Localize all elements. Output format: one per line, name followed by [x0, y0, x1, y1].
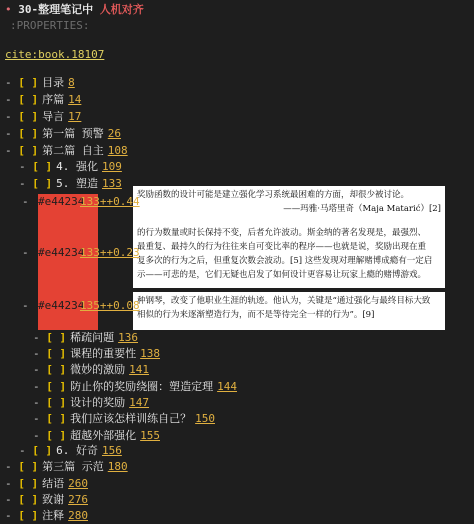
page-ref-link[interactable]: 8	[68, 76, 75, 89]
quote-1-line-2: ——玛雅·马塔里奇（Maja Matarić）[2]	[283, 204, 441, 214]
page-ref-link[interactable]: 180	[107, 460, 128, 473]
list-dash: -	[5, 509, 12, 522]
todo-checkbox[interactable]: [ ]	[46, 363, 67, 376]
todo-checkbox[interactable]: [ ]	[46, 429, 67, 442]
list-dash: -	[22, 246, 29, 259]
highlight-ref-2[interactable]: 133++0.23	[80, 246, 140, 259]
outline-item-tail-1[interactable]	[5, 459, 128, 475]
list-dash: -	[5, 76, 12, 89]
outline-title: 设计的奖励	[70, 396, 126, 409]
todo-checkbox[interactable]: [ ]	[18, 477, 39, 490]
list-dash: -	[5, 110, 12, 123]
outline-item-sub-5[interactable]	[33, 411, 215, 427]
todo-checkbox[interactable]: [ ]	[46, 331, 67, 344]
outline-title: 第三篇 示范	[42, 460, 104, 473]
page-ref-link[interactable]: 155	[140, 429, 160, 442]
outline-title: 结语	[42, 477, 65, 490]
page-ref-link[interactable]: 108	[107, 144, 128, 157]
outline-item-tail-3[interactable]	[5, 492, 88, 508]
page-ref-link[interactable]: 276	[68, 493, 88, 506]
highlight-row-3[interactable]	[22, 298, 29, 314]
todo-checkbox[interactable]: [ ]	[18, 127, 39, 140]
page-ref-link[interactable]: 147	[129, 396, 149, 409]
quote-image-2	[133, 224, 445, 288]
todo-checkbox[interactable]: [ ]	[32, 160, 53, 173]
cite-link[interactable]	[5, 47, 104, 63]
cite-link-text: cite:book.18107	[5, 48, 105, 61]
list-dash: -	[33, 429, 40, 442]
outline-item-xupian[interactable]	[5, 92, 81, 108]
page-ref-link[interactable]: 133	[102, 177, 122, 190]
todo-checkbox[interactable]: [ ]	[18, 460, 39, 473]
list-dash: -	[33, 412, 40, 425]
todo-checkbox[interactable]: [ ]	[46, 396, 67, 409]
list-dash: -	[33, 363, 40, 376]
highlight-row-1[interactable]	[22, 194, 29, 210]
highlight-ref-1[interactable]: 133++0.44	[80, 195, 140, 208]
page-ref-link[interactable]: 17	[68, 110, 82, 123]
properties-drawer[interactable]	[10, 18, 89, 34]
todo-checkbox[interactable]: [ ]	[32, 444, 53, 457]
page-ref-link[interactable]: 280	[68, 509, 88, 522]
page-ref-link[interactable]: 138	[140, 347, 160, 360]
list-dash: -	[22, 299, 29, 312]
outline-item-qianghua[interactable]	[19, 159, 122, 175]
highlight-ref-3[interactable]: 135++0.08	[80, 299, 140, 312]
quote-3-line-2: 相似的行为来逐渐塑造行为，而不是等待完全一样的行为”。[9]	[137, 310, 375, 320]
list-dash: -	[33, 347, 40, 360]
page-ref-link[interactable]: 109	[102, 160, 122, 173]
outline-title: 稀疏问题	[70, 331, 115, 344]
outline-item-tail-4[interactable]	[5, 508, 88, 524]
outline-title: 序篇	[42, 93, 65, 106]
outline-title: 第二篇 自主	[42, 144, 104, 157]
list-dash: -	[5, 477, 12, 490]
quote-1-line-1: 奖励函数的设计可能是建立强化学习系统最困难的方面，却很少被讨论。	[137, 190, 410, 200]
quote-2-line-1: 的行为数量或时长保持不变，后者允许波动。斯金纳的著名发现是，最强烈、	[137, 228, 427, 238]
heading-row[interactable]	[5, 2, 144, 18]
outline-item-tail-2[interactable]	[5, 476, 88, 492]
outline-item-tail-0[interactable]	[19, 443, 122, 459]
outline-title: 第一篇 预警	[42, 127, 104, 140]
heading-tag: 人机对齐	[99, 3, 144, 16]
list-dash: -	[5, 93, 12, 106]
list-dash: -	[22, 195, 29, 208]
page-ref-link[interactable]: 141	[129, 363, 149, 376]
todo-checkbox[interactable]: [ ]	[18, 110, 39, 123]
todo-checkbox[interactable]: [ ]	[18, 93, 39, 106]
page-ref-link[interactable]: 144	[217, 380, 237, 393]
quote-image-1	[133, 186, 445, 226]
page-ref-link[interactable]: 260	[68, 477, 88, 490]
todo-checkbox[interactable]: [ ]	[18, 76, 39, 89]
outline-title: 目录	[42, 76, 65, 89]
todo-checkbox[interactable]: [ ]	[46, 412, 67, 425]
page-ref-link[interactable]: 14	[68, 93, 82, 106]
outline-item-sub-3[interactable]	[33, 379, 237, 395]
quote-2-line-2: 最重复、最持久的行为往往来自可变比率的程序——也就是说，奖励出现在重	[137, 242, 427, 252]
list-dash: -	[33, 396, 40, 409]
outline-title: 4. 强化	[56, 160, 98, 173]
outline-item-sub-2[interactable]	[33, 362, 149, 378]
outline-item-sub-1[interactable]	[33, 346, 160, 362]
list-dash: -	[5, 127, 12, 140]
highlight-row-2[interactable]	[22, 245, 29, 261]
todo-checkbox[interactable]: [ ]	[46, 380, 67, 393]
quote-2-line-4: 示——可悲的是，它们无疑也启发了如何设计更容易让玩家上瘾的赌博游戏。	[137, 270, 427, 280]
page-ref-link[interactable]: 26	[107, 127, 121, 140]
page-ref-link[interactable]: 156	[102, 444, 122, 457]
todo-checkbox[interactable]: [ ]	[18, 509, 39, 522]
list-dash: -	[19, 444, 26, 457]
quote-image-3	[133, 292, 445, 330]
outline-item-sub-4[interactable]	[33, 395, 149, 411]
outline-item-daoyan[interactable]	[5, 109, 81, 125]
list-dash: -	[33, 331, 40, 344]
outline-title: 导言	[42, 110, 65, 123]
highlight-label-1: #e44234	[38, 195, 85, 208]
quote-3-line-1: 种钢琴，改变了他职业生涯的轨迹。他认为，关键是“通过强化与最终目标大致	[137, 296, 431, 306]
outline-title: 注释	[42, 509, 65, 522]
todo-checkbox[interactable]: [ ]	[32, 177, 53, 190]
todo-checkbox[interactable]: [ ]	[18, 144, 39, 157]
list-dash: -	[19, 177, 26, 190]
outline-title: 课程的重要性	[70, 347, 137, 360]
todo-checkbox[interactable]: [ ]	[18, 493, 39, 506]
todo-checkbox[interactable]: [ ]	[46, 347, 67, 360]
outline-item-p2[interactable]	[5, 143, 128, 159]
list-dash: -	[5, 460, 12, 473]
list-dash: -	[19, 160, 26, 173]
outline-title: 超越外部强化	[70, 429, 137, 442]
outline-item-sub-6[interactable]	[33, 428, 160, 444]
outline-item-p1[interactable]	[5, 126, 121, 142]
heading-title: 30-整理笔记中	[18, 3, 94, 16]
list-dash: -	[5, 493, 12, 506]
outline-title: 微妙的激励	[70, 363, 126, 376]
outline-item-suzao[interactable]	[19, 176, 122, 192]
outline-title: 5. 塑造	[56, 177, 98, 190]
properties-label: :PROPERTIES:	[10, 19, 90, 32]
outline-title: 防止你的奖励绕圈：塑造定理	[70, 380, 214, 393]
page-ref-link[interactable]: 136	[118, 331, 138, 344]
page-ref-link[interactable]: 150	[195, 412, 215, 425]
highlight-label-3: #e44234	[38, 299, 85, 312]
outline-item-sub-0[interactable]	[33, 330, 138, 346]
highlight-label-2: #e44234	[38, 246, 85, 259]
outline-title: 致谢	[42, 493, 65, 506]
outline-title: 我们应该怎样训练自己？	[70, 412, 192, 425]
list-dash: -	[5, 144, 12, 157]
outline-title: 6. 好奇	[56, 444, 98, 457]
list-dash: -	[33, 380, 40, 393]
quote-2-line-3: 复多次的行为之后，但重复次数会波动。[5] 这些发现对理解赌博成瘾有一定启	[137, 256, 433, 266]
outline-item-mulu[interactable]	[5, 75, 75, 91]
heading-bullet: •	[5, 3, 12, 16]
